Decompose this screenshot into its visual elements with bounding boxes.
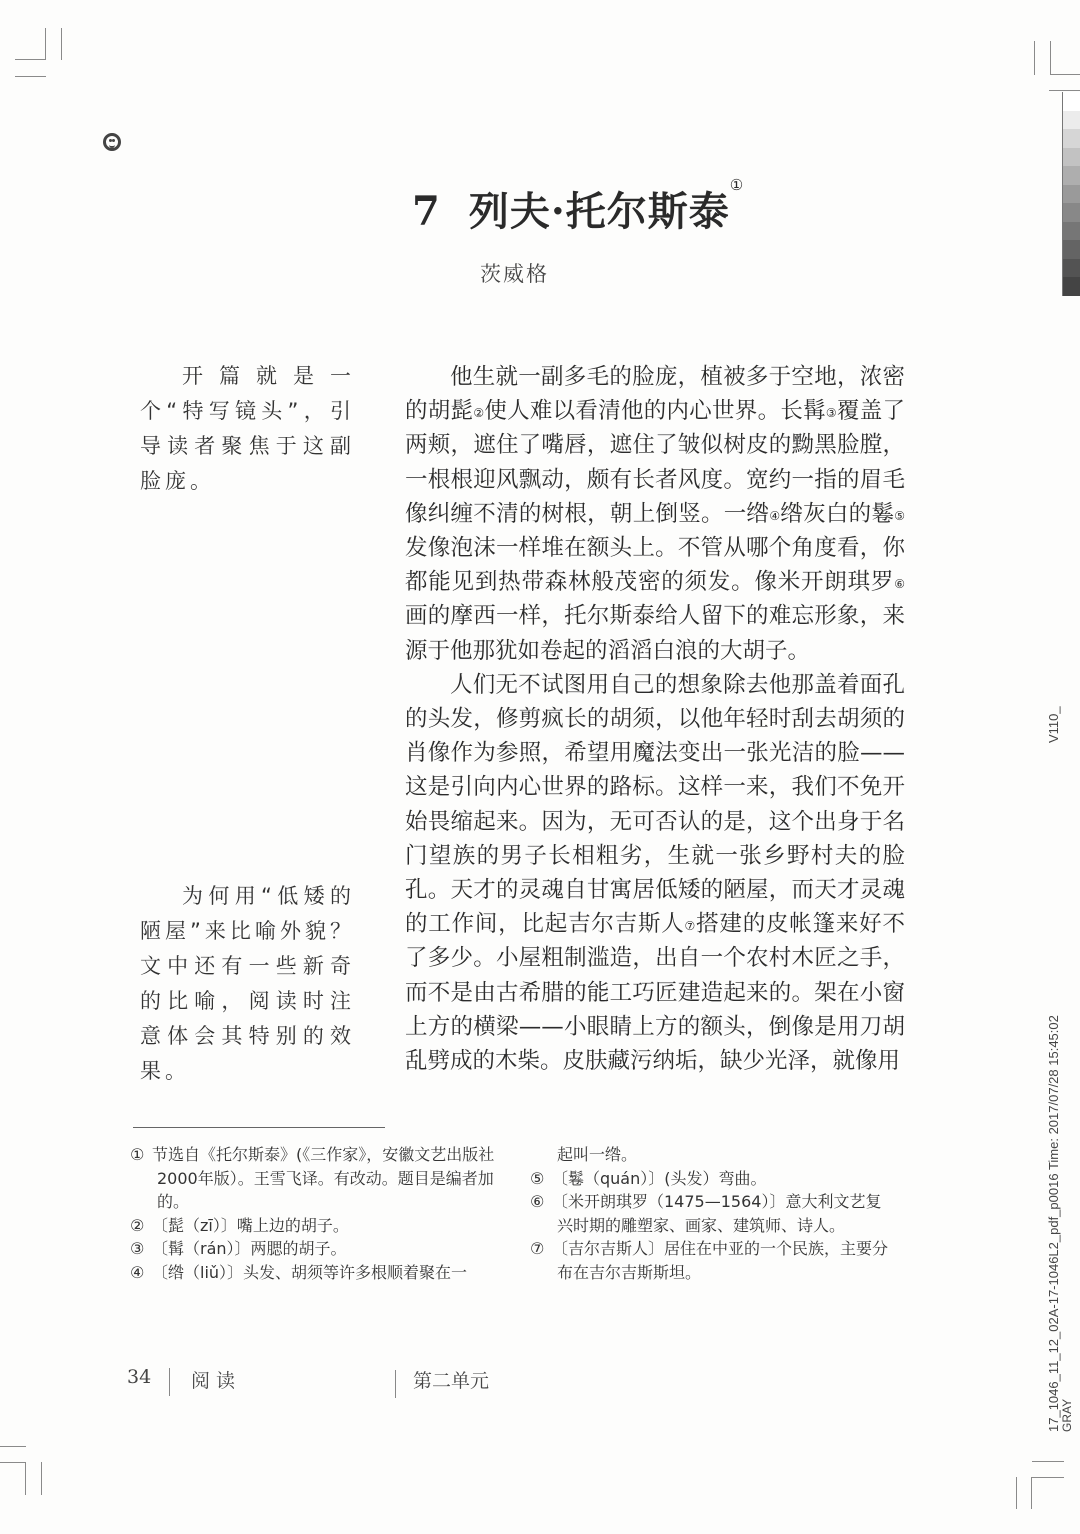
footnote-ref: ⑥ [894, 577, 905, 592]
footnote-item [530, 1237, 895, 1284]
crop-mark [1032, 1477, 1064, 1478]
footnote-text: 〔米开朗琪罗（1475—1564）〕意大利文艺复兴时期的雕塑家、画家、建筑师、诗人。 [552, 1192, 882, 1235]
side-note [140, 359, 355, 499]
footnote-ref: ⑦ [684, 919, 697, 934]
footnote-text: 节选自《托尔斯泰》(《三作家》，安徽文艺出版社2000年版）。王雪飞译。有改动。题目是编者加的。 [152, 1145, 495, 1211]
footnote-text: 〔绺（liǔ）〕头发、胡须等许多根顺着聚在一 [152, 1262, 468, 1282]
crop-mark [15, 76, 46, 77]
footnote-text: 〔髭（zī）〕嘴上边的胡子。 [152, 1215, 349, 1235]
footnote-mark: ④ [130, 1262, 145, 1282]
grayscale-step [1063, 166, 1080, 185]
grayscale-step [1063, 277, 1080, 296]
crop-mark [41, 1462, 42, 1495]
footnote-ref: ④ [769, 508, 781, 523]
side-code: V110_ [1046, 706, 1061, 743]
footnote-ref: ⑤ [894, 508, 905, 523]
crop-mark [45, 28, 46, 60]
footnote-mark: ② [130, 1215, 145, 1235]
lesson-number: 7 [412, 188, 441, 235]
footnote-ref: ② [473, 406, 485, 421]
grayscale-calibration-bar [1062, 92, 1080, 296]
footer-divider [395, 1370, 396, 1398]
unit-label: 第二单元 [413, 1370, 490, 1392]
side-note-text: 开篇就是一个“特写镜头”，引导读者聚焦于这副脸庞。 [140, 364, 355, 493]
grayscale-step [1063, 240, 1080, 259]
text-run: 发像泡沫一样堆在额头上。不管从哪个角度看，你都能见到热带森林般茂密的须发。像米开朗琪罗 [405, 535, 905, 596]
footnote-text: 〔鬈（quán）〕(头发）弯曲。 [552, 1168, 767, 1188]
footnote-mark: ③ [130, 1239, 145, 1258]
grayscale-step [1063, 148, 1080, 167]
grayscale-step [1063, 92, 1080, 111]
grayscale-step [1063, 259, 1080, 278]
footnote-item [530, 1167, 895, 1191]
grayscale-step [1063, 222, 1080, 241]
footnote-item [130, 1143, 495, 1214]
crop-mark [0, 1446, 26, 1447]
author: 茨威格 [480, 262, 549, 286]
title-footnote-mark: ① [729, 176, 745, 194]
footnote-continuation: 起叫一绺。 [557, 1145, 638, 1164]
footer-divider [169, 1368, 170, 1396]
footnote-item [130, 1261, 495, 1285]
grayscale-step [1063, 111, 1080, 130]
crop-mark [15, 59, 46, 60]
footnote-mark: ⑦ [530, 1239, 545, 1258]
crop-mark [61, 28, 62, 60]
text-run: 人们无不试图用自己的想象除去他那盖着面孔的头发，修剪疯长的胡须，以他年轻时刮去胡须的肖像作为参照，希望用魔法变出一张光洁的脸——这是引向内心世界的路标。这样一来，我们不免开始畏缩起来。因为，无可否认的是，这个出身于名门望族的男子长相粗劣，生就一张乡野村夫的脸孔。天才的灵魂自甘寓居低矮的陋屋，而天才灵魂的工作间，比起吉尔吉斯人 [405, 671, 905, 938]
grayscale-step [1063, 203, 1080, 222]
footnotes-left-column [130, 1143, 495, 1284]
smiley-face-icon [103, 133, 121, 151]
side-note-text: 为何用“低矮的陋屋”来比喻外貌？文中还有一些新奇的比喻，阅读时注意体会其特别的效果。 [140, 884, 355, 1083]
crop-mark [1032, 1461, 1064, 1462]
footnote-item [530, 1190, 895, 1237]
text-run: 使人难以看清他的内心世界。长髯 [484, 398, 826, 425]
paragraph [405, 360, 905, 668]
color-mode: GRAY [1060, 1398, 1074, 1432]
page-title [412, 176, 745, 237]
crop-mark [1034, 41, 1035, 75]
crop-mark [1049, 90, 1080, 91]
side-note [140, 879, 355, 1089]
footnote-ref: ③ [825, 406, 837, 421]
text-run: 画的摩西一样，托尔斯泰给人留下的难忘形象，来源于他那犹如卷起的滔滔白浪的大胡子。 [405, 603, 905, 664]
footnote-text: 〔髯（rán）〕两腮的胡子。 [152, 1239, 347, 1258]
crop-mark [1031, 1477, 1032, 1509]
footnote-text: 〔吉尔吉斯人〕居住在中亚的一个民族，主要分布在吉尔吉斯斯坦。 [552, 1239, 889, 1282]
footnote-divider [133, 1127, 385, 1128]
footnote-item [130, 1237, 495, 1261]
footnotes-right-column [530, 1143, 895, 1284]
footnote-mark: ⑤ [530, 1168, 545, 1188]
main-text [405, 360, 905, 1078]
crop-mark [25, 1462, 26, 1495]
crop-mark [1050, 41, 1051, 75]
text-run: 他生就一副多毛的脸庞，植被多于空地，浓密的胡髭 [405, 364, 905, 425]
footnote-mark: ① [130, 1145, 145, 1164]
footnote-mark: ⑥ [530, 1192, 545, 1211]
section-label: 阅 读 [191, 1370, 236, 1392]
grayscale-step [1063, 185, 1080, 204]
crop-mark [0, 1462, 25, 1463]
paragraph [405, 668, 905, 1078]
lesson-title: 列夫·托尔斯泰 [468, 188, 730, 235]
print-job-info: 17_1046_11_12_02A-17-1046L2_pdf_p0016 Time: 2017/07/28 15:45:02 [1046, 1015, 1061, 1432]
crop-mark [1050, 74, 1080, 75]
text-run: 绺灰白的鬈 [780, 500, 895, 527]
text-run: 搭建的皮帐篷来好不了多少。小屋粗制滥造，出自一个农村木匠之手，而不是由古希腊的能工巧匠建造起来的。架在小窗上方的横梁——小眼睛上方的额头，倒像是用刀胡乱劈成的木柴。皮肤藏污纳垢，缺少光泽，就像用 [405, 911, 905, 1075]
text-run: 覆盖了两颊，遮住了嘴唇，遮住了皱似树皮的黝黑脸膛，一根根迎风飘动，颇有长者风度。宽约一指的眉毛像纠缠不清的树根，朝上倒竖。一绺 [405, 398, 905, 527]
crop-mark [1016, 1477, 1017, 1509]
page-number: 34 [127, 1366, 152, 1388]
grayscale-step [1063, 129, 1080, 148]
footnote-item [130, 1214, 495, 1238]
